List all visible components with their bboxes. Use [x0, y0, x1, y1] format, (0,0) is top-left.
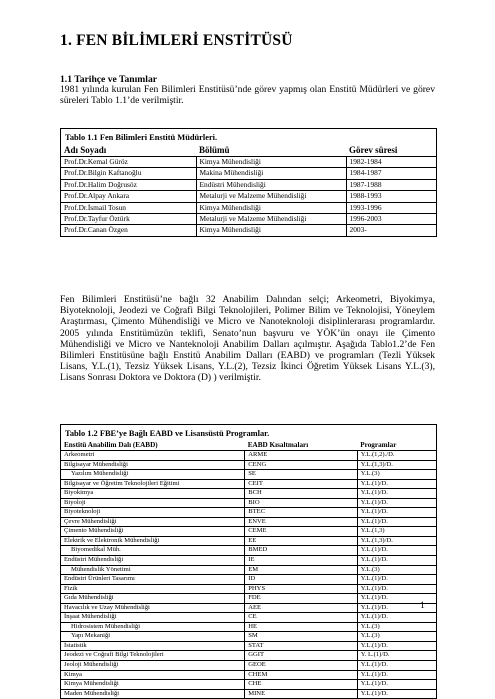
table2-row	[61, 556, 436, 566]
table2-row-cell: CEME	[245, 527, 358, 537]
table2-row-cell: Biyomedikal Müh.	[61, 546, 245, 556]
table2-row-cell: Kimya	[61, 670, 245, 680]
table2-row-cell: Biyoteknoloji	[61, 508, 245, 518]
table2-row	[61, 603, 436, 613]
table1-row	[61, 214, 436, 225]
table1-row-cell: Kimya Mühendisliği	[196, 157, 346, 168]
table2-row-cell: HE	[245, 622, 358, 632]
table2-row-cell: Y.L.(1,3)/D.	[357, 536, 436, 546]
table1-col-department: Bölümü	[196, 144, 346, 157]
table2-row-cell: CEIT	[245, 479, 358, 489]
table2-grid	[61, 440, 436, 698]
table2-row-cell: Gıda Mühendisliği	[61, 594, 245, 604]
table2-row-cell: Y.L.(1)/D.	[357, 508, 436, 518]
table2-row-cell: Y.L.(1)/D.	[357, 670, 436, 680]
table1-row-cell: Prof.Dr.Canan Özgen	[61, 225, 196, 236]
table2-row-cell: Endüstri Mühendisliği	[61, 556, 245, 566]
table2-row-cell: BMED	[245, 546, 358, 556]
section-heading: 1.1 Tarihçe ve Tanımlar	[60, 74, 158, 85]
table2-row	[61, 527, 436, 537]
table2-row	[61, 565, 436, 575]
table2-row	[61, 460, 436, 470]
departments-paragraph: Fen Bilimleri Enstitüsü’ne bağlı 32 Anabilim Dalından selçi; Arkeometri, Biyokimya, Biyoteknoloji, Jeodezi ve Coğrafi Bilgi Teknolojileri, Polimer Bilim ve Teknolojisi, Yöneylem Araştırması, Çimento Mühendisliği ve Micro ve Nanoteknoloji disiplinlerarası programlardır. 2005 yılında Enstitümüzün teklifi, Senato’nun başvuru ve YÖK’ün onayı ile Çimento Mühendisliği ve Micro ve Nanteknoloji Anabilim Dalları açılmıştır. Aşağıda Tablo1.2’de Fen Bilimleri Enstitüsüne bağlı Enstitü Anabilim Dalları (EABD) ve programları (Tezli Yüksek Lisans, Y.L.(1), Tezsiz Yüksek Lisans, Y.L.(2), Tezsiz İkinci Öğretim Yüksek Lisans Y.L.(3), Lisans Sonrası Doktora ve Doktora (D) ) verilmiştir.	[60, 294, 435, 384]
table2-row-cell: Maden Mühendisliği	[61, 689, 245, 698]
programs-table	[60, 424, 437, 699]
table2-row-cell: Arkeometri	[61, 451, 245, 461]
table2-row-cell: EE	[245, 536, 358, 546]
table2-row-cell: FDE	[245, 594, 358, 604]
table2-row-cell: Biyoloji	[61, 498, 245, 508]
table2-row-cell: Y.L.(1)/D.	[357, 479, 436, 489]
table2-caption: Tablo 1.2 FBE’ye Bağlı EABD ve Lisansüstü Programlar.	[65, 429, 270, 438]
directors-table	[60, 128, 437, 237]
table2-row	[61, 613, 436, 623]
table2-row-cell: Y.L.(1)/D.	[357, 689, 436, 698]
table1-row-cell: Prof.Dr.İsmail Tosun	[61, 202, 196, 213]
table2-row-cell: İstatistik	[61, 641, 245, 651]
table2-row-cell: Hidrosistem Mühendisliği	[61, 622, 245, 632]
table2-row-cell: Çimento Mühendisliği	[61, 527, 245, 537]
table2-row-cell: AEE	[245, 603, 358, 613]
table2-row-cell: CE	[245, 613, 358, 623]
table2-row-cell: STAT	[245, 641, 358, 651]
table1-row-cell: Kimya Mühendisliği	[196, 202, 346, 213]
page-number: 1	[420, 600, 425, 611]
table1-row	[61, 225, 436, 236]
table1-caption: Tablo 1.1 Fen Bilimleri Enstitü Müdürleri.	[65, 133, 218, 142]
table1-row-cell: 1993-1996	[346, 202, 436, 213]
table2-row	[61, 489, 436, 499]
table2-row-cell: ID	[245, 575, 358, 585]
table2-row-cell: PHYS	[245, 584, 358, 594]
table2-row-cell: Y.L.(1)/D.	[357, 680, 436, 690]
table2-row-cell: CHE	[245, 680, 358, 690]
table2-row-cell: İnşaat Mühendisliği	[61, 613, 245, 623]
table2-row-cell: IE	[245, 556, 358, 566]
table2-row	[61, 479, 436, 489]
table2-row-cell: Y.L.(1)/D.	[357, 594, 436, 604]
table2-row-cell: Y.L.(1)/D.	[357, 613, 436, 623]
table2-row-cell: GEOE	[245, 661, 358, 671]
table1-row	[61, 179, 436, 190]
table2-row	[61, 546, 436, 556]
table2-row-cell: ENVE	[245, 517, 358, 527]
table2-row-cell: Havacılık ve Uzay Mühendisliği	[61, 603, 245, 613]
table2-row-cell: Mühendislik Yönetimi	[61, 565, 245, 575]
table2-row-cell: Y.L.(1)/D.	[357, 661, 436, 671]
table2-row-cell: Biyokimya	[61, 489, 245, 499]
table1-row-cell: Prof.Dr.Tayfur Öztürk	[61, 214, 196, 225]
table2-row-cell: Bilgisayar Mühendisliği	[61, 460, 245, 470]
table2-row-cell: Y.L.(1,2)./D.	[357, 451, 436, 461]
table2-row-cell: SM	[245, 632, 358, 642]
table2-row	[61, 517, 436, 527]
table2-row	[61, 536, 436, 546]
table1-row-cell: 1988-1993	[346, 191, 436, 202]
table1-row-cell: Prof.Dr.Alpay Ankara	[61, 191, 196, 202]
table2-row-cell: Y.L.(1)/D.	[357, 603, 436, 613]
table2-row	[61, 680, 436, 690]
table1-row-cell: Prof.Dr.Bilgin Kaftanoğlu	[61, 168, 196, 179]
table2-row-cell: Endüstri Ürünleri Tasarımı	[61, 575, 245, 585]
table1-row-cell: 2003-	[346, 225, 436, 236]
table1-row	[61, 157, 436, 168]
table2-row-cell: EM	[245, 565, 358, 575]
table2-row	[61, 661, 436, 671]
table2-row	[61, 508, 436, 518]
table2-row-cell: Y.L.(1)/D.	[357, 498, 436, 508]
table2-row	[61, 651, 436, 661]
table2-row-cell: SE	[245, 470, 358, 480]
page-title: 1. FEN BİLİMLERİ ENSTİTÜSÜ	[60, 32, 293, 49]
table2-row-cell: Fizik	[61, 584, 245, 594]
table1-row-cell: Prof.Dr.Halim Doğrusöz	[61, 179, 196, 190]
table2-row	[61, 689, 436, 698]
table1-header-row	[61, 144, 436, 157]
table1-row-cell: Makina Mühendisliği	[196, 168, 346, 179]
table1-row-cell: Prof.Dr.Kemal Güröz	[61, 157, 196, 168]
table2-row	[61, 575, 436, 585]
table2-row-cell: Y.L.(3)	[357, 470, 436, 480]
table2-row-cell: Y. L.(1)/D.	[357, 651, 436, 661]
table2-row	[61, 451, 436, 461]
table2-row-cell: Y.L.(1)/D.	[357, 556, 436, 566]
table2-col-department: Enstitü Anabilim Dalı (EABD)	[64, 441, 158, 449]
table1-row-cell: 1982-1984	[346, 157, 436, 168]
table2-row-cell: BCH	[245, 489, 358, 499]
table2-row	[61, 594, 436, 604]
intro-paragraph: 1981 yılında kurulan Fen Bilimleri Enstitüsü’nde görev yapmış olan Enstitü Müdürleri ve görev süreleri Tablo 1.1’de verilmiştir.	[60, 84, 435, 107]
table1-row	[61, 168, 436, 179]
table1-col-term: Görev süresi	[346, 144, 436, 157]
table2-row-cell: Y.L.(3)	[357, 632, 436, 642]
table2-row-cell: Kimya Mühendisliği	[61, 680, 245, 690]
table1-row-cell: Metalurji ve Malzeme Mühendisliği	[196, 214, 346, 225]
table2-row-cell: Jeodezi ve Coğrafi Bilgi Teknolojileri	[61, 651, 245, 661]
table2-row-cell: Yapı Mekaniği	[61, 632, 245, 642]
table2-row-cell: BIO	[245, 498, 358, 508]
table1-grid	[61, 144, 436, 236]
table1-row	[61, 191, 436, 202]
table2-row-cell: Y.L.(1,3)/D.	[357, 460, 436, 470]
table2-row	[61, 670, 436, 680]
table1-row-cell: 1984-1987	[346, 168, 436, 179]
table2-row-cell: Yazılım Mühendisliği	[61, 470, 245, 480]
table2-col-abbreviation: EABD Kısaltmaları	[247, 441, 309, 449]
table2-header-row	[61, 440, 436, 451]
table2-row-cell: GGIT	[245, 651, 358, 661]
table2-row-cell: Y.L.(3)	[357, 622, 436, 632]
table2-row-cell: Y.L.(1,3)	[357, 527, 436, 537]
table2-row-cell: Elektrik ve Elektronik Mühendisliği	[61, 536, 245, 546]
table2-row	[61, 498, 436, 508]
table2-row-cell: Y.L.(1)/D.	[357, 584, 436, 594]
table2-row-cell: Y.L.(1)/D.	[357, 489, 436, 499]
table2-row	[61, 641, 436, 651]
table1-row-cell: 1996-2003	[346, 214, 436, 225]
table2-col-programs: Programlar	[360, 441, 397, 449]
table1-row	[61, 202, 436, 213]
table1-row-cell: Kimya Mühendisliği	[196, 225, 346, 236]
table2-row-cell: CHEM	[245, 670, 358, 680]
table1-row-cell: 1987-1988	[346, 179, 436, 190]
table2-row-cell: Jeoloji Mühendisliği	[61, 661, 245, 671]
table2-row-cell: Y.L.(1)/D.	[357, 517, 436, 527]
table2-row-cell: ARME	[245, 451, 358, 461]
table2-row	[61, 584, 436, 594]
table1-row-cell: Endüstri Mühendisliği	[196, 179, 346, 190]
table2-row	[61, 632, 436, 642]
table2-row-cell: Bilgisayar ve Öğretim Teknolojileri Eğitimi	[61, 479, 245, 489]
table2-row	[61, 470, 436, 480]
table2-row-cell: BTEC	[245, 508, 358, 518]
table2-row-cell: Y.L.(1)/D.	[357, 641, 436, 651]
table2-row-cell: Y.L.(3)	[357, 565, 436, 575]
table2-row-cell: MINE	[245, 689, 358, 698]
table2-row-cell: Çevre Mühendisliği	[61, 517, 245, 527]
table1-col-name: Adı Soyadı	[61, 144, 196, 157]
table2-row-cell: Y.L.(1)/D.	[357, 575, 436, 585]
table2-row-cell: Y.L.(1)/D.	[357, 546, 436, 556]
table2-row-cell: CENG	[245, 460, 358, 470]
table1-row-cell: Metalurji ve Malzeme Mühendisliği	[196, 191, 346, 202]
table2-row	[61, 622, 436, 632]
